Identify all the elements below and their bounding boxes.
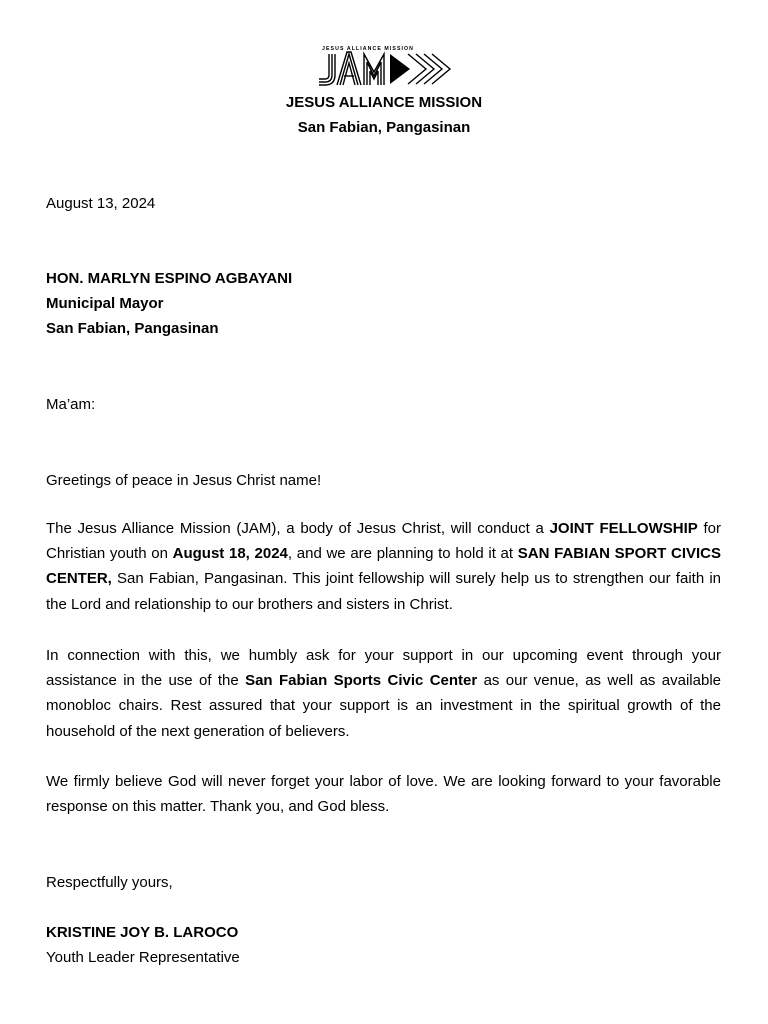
- paragraph-1-event: JOINT FELLOWSHIP: [549, 520, 698, 537]
- salutation: Ma’am:: [46, 396, 96, 413]
- paragraph-1-text-d: San Fabian, Pangasinan. This joint fellowship will surely help us to strengthen our faith in the Lord and relationship to our brothers and sisters in Christ.: [46, 570, 721, 613]
- paragraph-1-event-date: August 18, 2024: [172, 545, 288, 563]
- closing: Respectfully yours,: [46, 874, 173, 891]
- paragraph-1-text-a: The Jesus Alliance Mission (JAM), a body of Jesus Christ, will conduct a: [46, 520, 550, 537]
- recipient-name: HON. MARLYN ESPINO AGBAYANI: [46, 270, 293, 287]
- signatory-title: Youth Leader Representative: [46, 949, 240, 966]
- paragraph-1-text-c: , and we are planning to hold it at: [287, 545, 518, 563]
- logo-play-triangle: [390, 54, 410, 84]
- org-name: JESUS ALLIANCE MISSION: [285, 94, 483, 111]
- recipient-title: Municipal Mayor: [46, 295, 164, 312]
- org-location: San Fabian, Pangasinan: [297, 119, 471, 136]
- paragraph-2: [46, 643, 721, 744]
- paragraph-3: We firmly believe God will never forget your labor of love. We are looking forward to your favorable response on this matter. Thank you, and God bless.: [46, 773, 721, 816]
- paragraph-1-text-b: for Christian youth on: [46, 520, 721, 563]
- letter-date: August 13, 2024: [46, 195, 156, 212]
- signatory-name: KRISTINE JOY B. LAROCO: [46, 924, 239, 941]
- paragraph-2-text-b: as our venue, as well as available monobloc chairs. Rest assured that your support is an investment in the spiritual growth of the household of the next generation of believers.: [46, 672, 721, 740]
- logo-small-text: JESUS ALLIANCE MISSION: [322, 46, 415, 52]
- paragraph-1-venue: SAN FABIAN SPORT CIVICS CENTER,: [46, 545, 722, 588]
- paragraph-2-text-a: In connection with this, we humbly ask for your support in our upcoming event through your assistance in the use of the: [46, 647, 721, 690]
- recipient-location: San Fabian, Pangasinan: [46, 320, 219, 337]
- greeting: Greetings of peace in Jesus Christ name!: [46, 472, 322, 489]
- paragraph-2-venue: San Fabian Sports Civic Center: [245, 672, 478, 690]
- jam-logo: [316, 44, 454, 88]
- paragraph-1: [46, 516, 721, 617]
